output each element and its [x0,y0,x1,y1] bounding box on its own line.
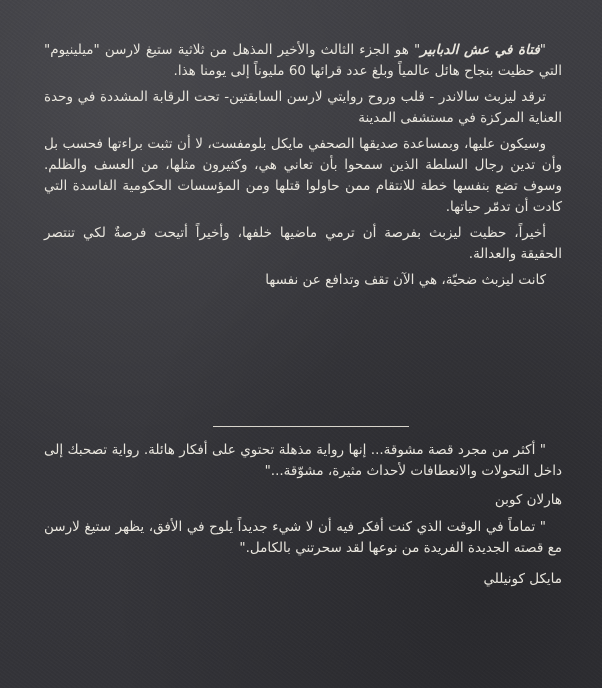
blurb-paragraph-2: ترقد ليزبث سالاندر - قلب وروح روايتي لارسن السابقتين- تحت الرقابة المشددة في وحدة العناية المركزة في مستشفى المدينة [44,89,562,126]
blurb-paragraph-5: كانت ليزبث ضحيّة، هي الآن تقف وتدافع عن نفسها [265,272,546,288]
blurb-paragraph-3: وسيكون عليها، وبمساعدة صديقها الصحفي مايكل بلومفست، لا أن تثبت براءتها فحسب بل وأن تدين رجال السلطة الذين سمحوا بأن تعاني هي، وكثيرون مثلها، من العسف والظلم. وسوف تضع بنفسها خطة للانتقام ممن حاولوا قتلها ومن المؤسسات الحكومية الفاسدة التي كادت أن تدمّر حياتها. [44,136,562,215]
book-title: فتاة في عش الدبابير [420,42,540,58]
review-author-2: مايكل كونيللي [483,571,562,587]
reviews-section [44,440,562,596]
blurb-paragraph-1-text: " هو الجزء الثالث والأخير المذهل من ثلاثية ستيغ لارسن "ميلينيوم" التي حظيت بنجاح هائل عالمياً وبلغ عدد قرائها 60 مليوناً إلى يومنا هذا. [44,42,562,79]
review-quote-1: " أكثر من مجرد قصة مشوقة... إنها رواية مذهلة تحتوي على أفكار هائلة. رواية تصحبك إلى داخل التحولات والانعطافات لأحداث مثيرة، مشوّقة..." [44,442,562,479]
section-divider [213,426,409,427]
blurb-section [44,40,562,296]
blurb-paragraph-4: أخيراً، حظيت ليزبث بفرصة أن ترمي ماضيها خلفها، وأخيراً أتيحت فرصةٌ لكي تنتصر الحقيقة والعدالة. [44,225,562,262]
blurb-paragraph-1 [44,40,562,82]
review-quote-2: " تماماً في الوقت الذي كنت أفكر فيه أن لا شيء جديداً يلوح في الأفق، يظهر ستيغ لارسن مع قصته الجديدة الفريدة من نوعها لقد سحرتني بالكامل." [44,519,562,556]
review-author-1: هارلان كوبن [494,492,562,508]
open-quote: " [539,42,546,58]
